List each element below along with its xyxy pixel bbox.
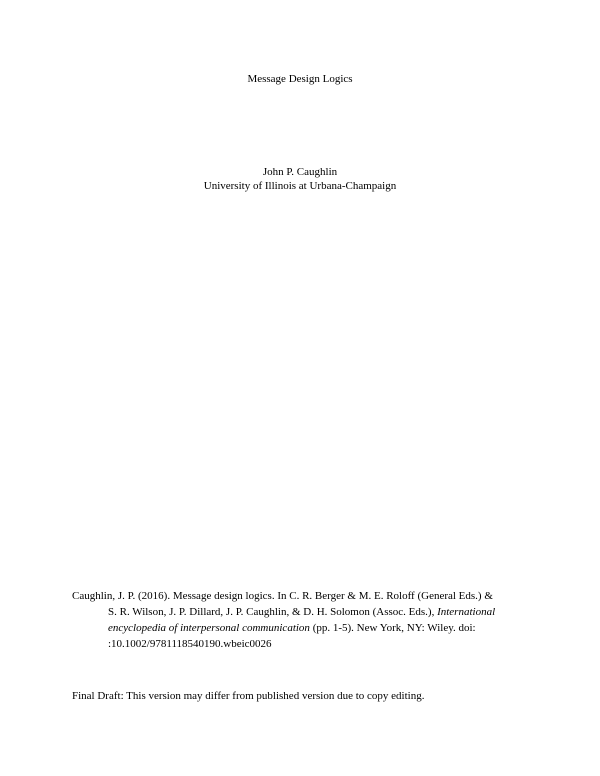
author-affiliation: University of Illinois at Urbana-Champaign [203, 179, 397, 192]
citation-line-2-italic: International [437, 606, 496, 618]
author-block [0, 166, 600, 193]
citation-line-4: :10.1002/9781118540190.wbeic0026 [108, 638, 272, 650]
final-draft-note: Final Draft: This version may differ from published version due to copy editing. [72, 690, 425, 702]
citation-line-2 [72, 604, 532, 620]
citation-line-2-text: S. R. Wilson, J. P. Dillard, J. P. Caughlin, & D. H. Solomon (Assoc. Eds.), [108, 606, 438, 618]
citation-line-3-text: (pp. 1-5). New York, NY: Wiley. doi: [309, 622, 476, 634]
author-name: John P. Caughlin [262, 166, 338, 178]
document-title: Message Design Logics [247, 73, 353, 85]
citation [72, 588, 532, 652]
citation-line-3 [72, 620, 532, 636]
citation-line-1: Caughlin, J. P. (2016). Message design logics. In C. R. Berger & M. E. Roloff (General Eds.) & [72, 590, 493, 602]
citation-line-3-italic: encyclopedia of interpersonal communication [108, 622, 310, 634]
